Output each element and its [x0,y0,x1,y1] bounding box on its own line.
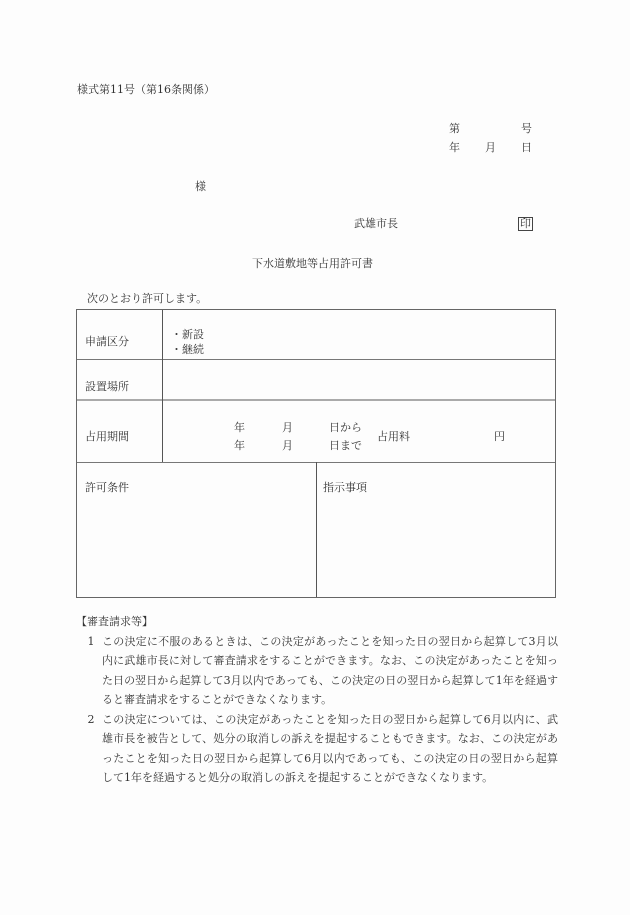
label-column-divider [162,310,163,462]
period-to-month: 月 [282,439,293,452]
row-divider [77,359,555,360]
form-number: 様式第11号（第16条関係） [77,83,215,96]
period-to-day: 日まで [329,439,362,452]
application-type-label: 申請区分 [85,335,129,348]
note-text: この決定については、この決定があったことを知った日の翌日から起算して6月以内に、武雄市長を被告として、処分の取消しの訴えを提起することもできます。なお、この決定があったことを知った日の翌日から起算して6月以内であっても、この決定の日の翌日から起算して1年を経過すると処分の取消しの訴えを提起することができなくなります。 [102,712,558,784]
option-new: ・新設 [171,328,204,341]
bottom-column-divider [316,462,317,597]
note-item [78,710,558,788]
fee-unit: 円 [494,430,505,443]
date-month: 月 [485,141,496,154]
location-label: 設置場所 [85,380,129,393]
issuer: 武雄市長 [354,217,398,230]
period-label: 占用期間 [85,430,129,443]
notes-heading: 【審査請求等】 [76,615,153,628]
note-number: 2 [87,712,95,726]
intro-text: 次のとおり許可します。 [87,292,208,305]
appeal-notes [78,612,558,788]
instructions-label: 指示事項 [323,481,367,494]
date-day: 日 [521,141,532,154]
period-from-month: 月 [282,421,293,434]
fee-label: 占用料 [377,430,410,443]
recipient-suffix: 様 [195,180,206,193]
number-suffix: 号 [521,122,532,135]
permit-table [76,309,556,598]
option-continue: ・継続 [171,343,204,356]
note-text: この決定に不服のあるときは、この決定があったことを知った日の翌日から起算して3月以内に武雄市長に対して審査請求をすることができます。なお、この決定があったことを知った日の翌日から起算して3月以内であっても、この決定の日の翌日から起算して1年を経過すると審査請求をすることができなくなります。 [102,634,558,706]
period-from-day: 日から [329,421,362,434]
seal-mark: 印 [520,217,531,230]
note-number: 1 [87,634,95,648]
row-divider [77,399,555,401]
period-to-year: 年 [234,439,245,452]
document-title: 下水道敷地等占用許可書 [252,257,373,270]
number-prefix: 第 [449,122,460,135]
period-from-year: 年 [234,421,245,434]
conditions-label: 許可条件 [85,481,129,494]
note-item [78,632,558,710]
date-year: 年 [449,141,460,154]
